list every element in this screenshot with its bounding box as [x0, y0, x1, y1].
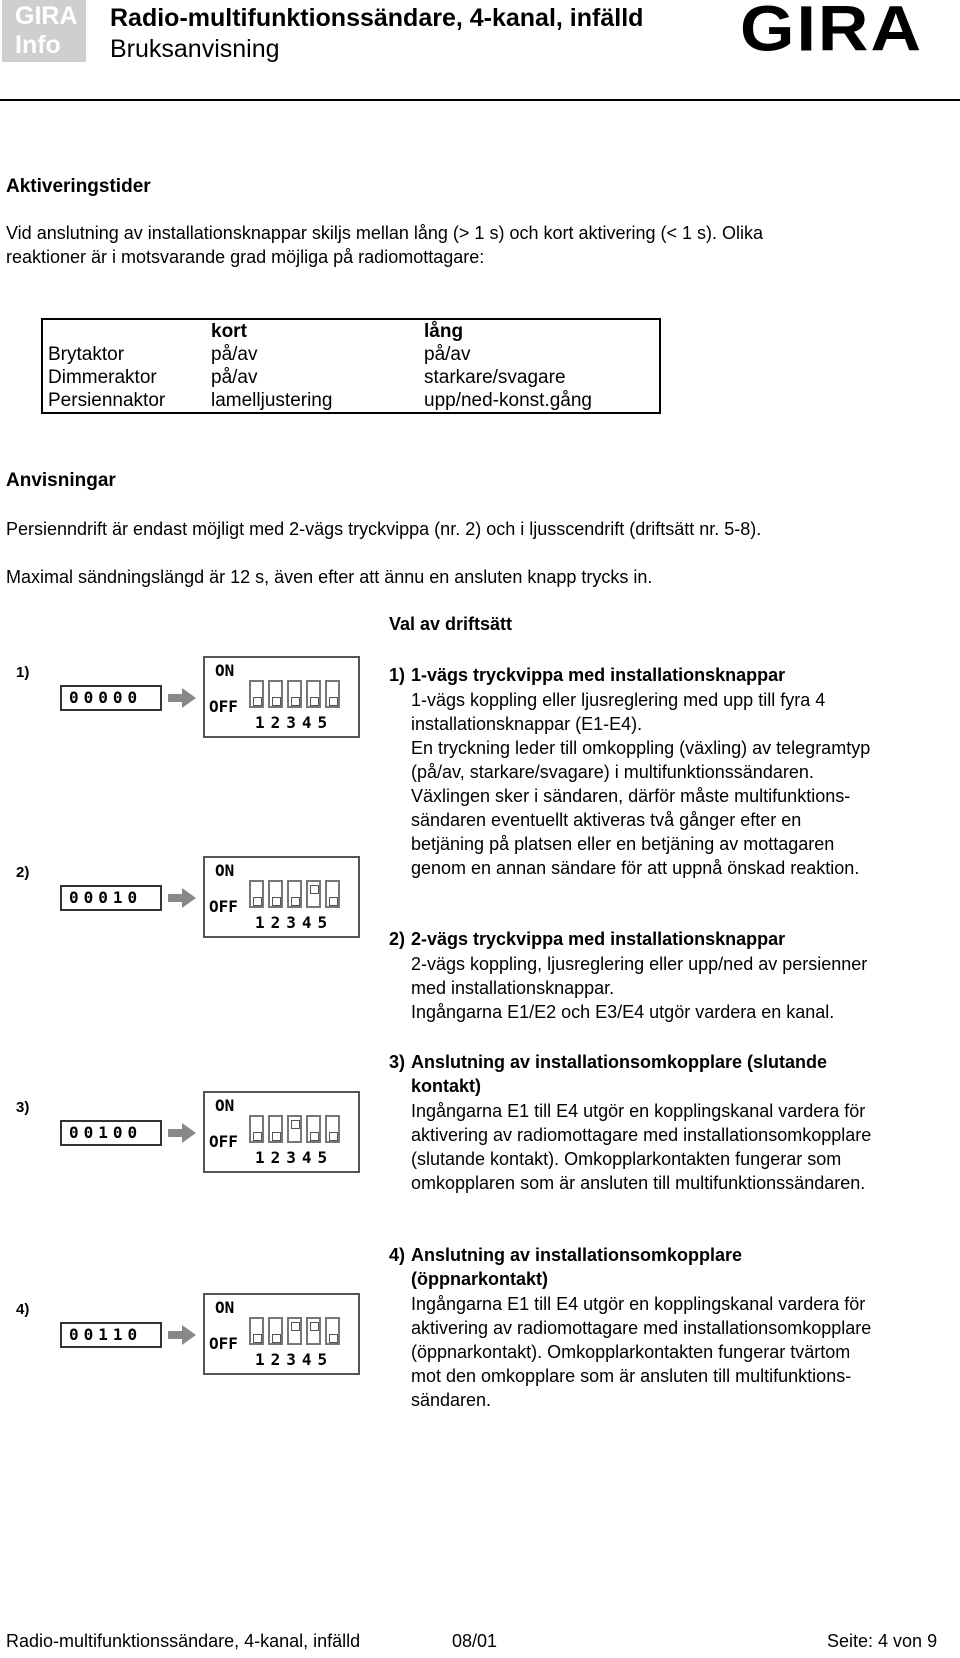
- figure-label: 4): [16, 1301, 30, 1318]
- figure-label: 1): [16, 664, 30, 681]
- gira-info-badge: [2, 0, 86, 62]
- on-label: ON: [215, 861, 235, 880]
- table-cell: upp/ned-konst.gång: [424, 390, 592, 411]
- dip-switch: [325, 880, 340, 908]
- dip-switch: [306, 680, 321, 708]
- document-title: Radio-multifunktionssändare, 4-kanal, infälld: [110, 4, 644, 32]
- dip-switch: [306, 1115, 321, 1143]
- intro-text-line-2: reaktioner är i motsvarande grad möjliga på radiomottagare:: [6, 247, 485, 267]
- table-cell: lamelljustering: [211, 390, 333, 411]
- dip-switch: [268, 1317, 283, 1345]
- dip-switch: [268, 1115, 283, 1143]
- activation-table: [41, 318, 661, 414]
- table-row: [42, 366, 660, 389]
- header-divider: [0, 99, 960, 101]
- arrow-right-icon: [168, 888, 196, 908]
- dip-switch: [287, 1115, 302, 1143]
- item-number: 3): [389, 1052, 406, 1072]
- dip-switch: [287, 880, 302, 908]
- item-number: 2): [389, 929, 406, 949]
- mode-selection-heading: Val av driftsätt: [389, 614, 513, 634]
- note-line-1: Persienndrift är endast möjligt med 2-vägs tryckvippa (nr. 2) och i ljusscendrift (driftsätt nr. 5-8).: [6, 519, 762, 539]
- table-row: [42, 389, 660, 413]
- dip-switch: [268, 680, 283, 708]
- item-body-line: 2-vägs koppling, ljusreglering eller upp/ned av persienner: [411, 954, 868, 974]
- arrow-right-icon: [168, 1123, 196, 1143]
- badge-line-2: Info: [15, 31, 61, 59]
- dip-switch: [249, 1317, 264, 1345]
- dip-switch: [268, 880, 283, 908]
- figure-label: 2): [16, 864, 30, 881]
- item-body-line: 1-vägs koppling eller ljusreglering med upp till fyra 4: [411, 690, 826, 710]
- dip-switch-block: [203, 1293, 360, 1375]
- item-body-line: betjäning på platsen eller en betjäning av mottagaren: [411, 834, 835, 854]
- table-cell: Dimmeraktor: [48, 367, 157, 388]
- dip-switch: [306, 880, 321, 908]
- table-row: [42, 343, 660, 366]
- item-title: 2-vägs tryckvippa med installationsknappar: [411, 929, 786, 949]
- switch-numbers: 12345: [255, 713, 334, 732]
- item-body-line: omkopplaren som är ansluten till multifunktionssändaren.: [411, 1173, 866, 1193]
- item-body-line: installationsknappar (E1-E4).: [411, 714, 643, 734]
- off-label: OFF: [209, 1132, 238, 1151]
- item-body-line: sändaren eventuellt aktiveras två gånger efter en: [411, 810, 802, 830]
- on-label: ON: [215, 661, 235, 680]
- item-body-line: Växlingen sker i sändaren, därför måste multifunktions-: [411, 786, 851, 806]
- item-number: 4): [389, 1245, 406, 1265]
- switch-code-box: 00110: [60, 1322, 162, 1348]
- table-cell: Brytaktor: [48, 344, 125, 365]
- item-body-line: (på/av, starkare/svagare) i multifunktionssändaren.: [411, 762, 814, 782]
- off-label: OFF: [209, 897, 238, 916]
- footer-product: Radio-multifunktionssändare, 4-kanal, infälld: [6, 1631, 361, 1651]
- table-header-cell: [42, 319, 206, 343]
- dip-switch-block: [203, 656, 360, 738]
- item-number: 1): [389, 665, 406, 685]
- table-cell: starkare/svagare: [424, 367, 566, 388]
- dip-switch: [325, 1317, 340, 1345]
- switch-numbers: 12345: [255, 1148, 334, 1167]
- item-body-line: aktivering av radiomottagare med installationsomkopplare: [411, 1318, 872, 1338]
- dip-switch-block: [203, 1091, 360, 1173]
- on-label: ON: [215, 1298, 235, 1317]
- table-cell: på/av: [424, 344, 471, 365]
- gira-logo: GIRA: [740, 0, 923, 65]
- switch-code-box: 00000: [60, 685, 162, 711]
- item-body-line: Ingångarna E1 till E4 utgör en kopplingskanal vardera för: [411, 1101, 866, 1121]
- intro-text-line-1: Vid anslutning av installationsknappar skiljs mellan lång (> 1 s) och kort aktivering (< 1 s). Olika: [6, 223, 764, 243]
- dip-switch: [325, 680, 340, 708]
- item-body-line: mot den omkopplare som är ansluten till multifunktions-: [411, 1366, 852, 1386]
- table-header-cell: lång: [424, 321, 464, 342]
- item-body-line: En tryckning leder till omkoppling (växling) av telegramtyp: [411, 738, 871, 758]
- item-body-line: (slutande kontakt). Omkopplarkontakten fungerar som: [411, 1149, 842, 1169]
- switch-numbers: 12345: [255, 913, 334, 932]
- switch-numbers: 12345: [255, 1350, 334, 1369]
- item-body-line: med installationsknappar.: [411, 978, 615, 998]
- dip-switch: [325, 1115, 340, 1143]
- document-subtitle: Bruksanvisning: [110, 35, 280, 63]
- item-title-continued: (öppnarkontakt): [411, 1269, 548, 1289]
- figure-label: 3): [16, 1099, 30, 1116]
- off-label: OFF: [209, 1334, 238, 1353]
- footer-date: 08/01: [452, 1631, 498, 1651]
- badge-line-1: GIRA: [15, 2, 78, 30]
- switch-code-box: 00100: [60, 1120, 162, 1146]
- table-cell: på/av: [211, 367, 258, 388]
- arrow-right-icon: [168, 1325, 196, 1345]
- dip-switch: [287, 680, 302, 708]
- dip-switch: [287, 1317, 302, 1345]
- dip-switch: [249, 1115, 264, 1143]
- table-header-cell: kort: [211, 321, 247, 342]
- item-title: 1-vägs tryckvippa med installationsknappar: [411, 665, 786, 685]
- dip-switch-block: [203, 856, 360, 938]
- note-line-2: Maximal sändningslängd är 12 s, även efter att ännu en ansluten knapp trycks in.: [6, 567, 653, 587]
- item-body-line: aktivering av radiomottagare med installationsomkopplare: [411, 1125, 872, 1145]
- section-heading-anvisningar: Anvisningar: [6, 470, 116, 491]
- switch-code-box: 00010: [60, 885, 162, 911]
- item-title: Anslutning av installationsomkopplare (slutande: [411, 1052, 828, 1072]
- table-cell: Persiennaktor: [48, 390, 166, 411]
- dip-switch: [249, 880, 264, 908]
- on-label: ON: [215, 1096, 235, 1115]
- section-heading-aktiveringstider: Aktiveringstider: [6, 176, 151, 197]
- table-header-row: [42, 319, 660, 343]
- dip-switch: [249, 680, 264, 708]
- table-cell: på/av: [211, 344, 258, 365]
- arrow-right-icon: [168, 688, 196, 708]
- item-body-line: Ingångarna E1 till E4 utgör en kopplingskanal vardera för: [411, 1294, 866, 1314]
- item-body-line: genom en annan sändare för att uppnå önskad reaktion.: [411, 858, 860, 878]
- dip-switch: [306, 1317, 321, 1345]
- item-body-line: sändaren.: [411, 1390, 492, 1410]
- item-title: Anslutning av installationsomkopplare: [411, 1245, 743, 1265]
- off-label: OFF: [209, 697, 238, 716]
- item-body-line: (öppnarkontakt). Omkopplarkontakten fungerar tvärtom: [411, 1342, 851, 1362]
- footer-page-number: Seite: 4 von 9: [827, 1631, 938, 1651]
- item-title-continued: kontakt): [411, 1076, 482, 1096]
- item-body-line: Ingångarna E1/E2 och E3/E4 utgör vardera en kanal.: [411, 1002, 835, 1022]
